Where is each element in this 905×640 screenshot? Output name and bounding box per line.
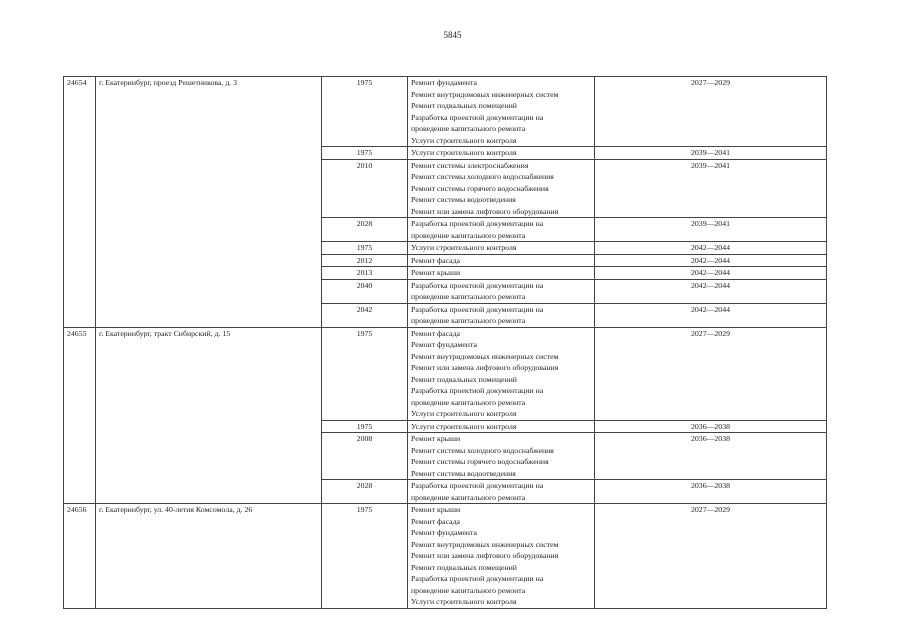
base-year: 1975	[322, 147, 408, 160]
work-item: Услуги строительного контроля	[411, 243, 517, 252]
work-item: Ремонт системы холодного водоснабжения	[411, 445, 554, 455]
repair-period: 2036—2038	[595, 433, 827, 480]
works-list	[408, 433, 595, 480]
repair-period: 2042—2044	[595, 242, 827, 255]
entry-id: 24654	[64, 77, 96, 328]
works-list	[408, 504, 595, 609]
base-year: 2008	[322, 433, 408, 480]
entry-address: г. Екатеринбург, тракт Сибирский, д. 15	[96, 327, 322, 504]
work-item: Ремонт фундамента	[411, 528, 477, 537]
works-list	[408, 303, 595, 327]
base-year: 2028	[322, 218, 408, 242]
repair-period: 2042—2044	[595, 254, 827, 267]
work-item: Разработка проектной документации на	[411, 386, 544, 395]
work-item: Ремонт фасада	[411, 328, 461, 338]
works-list	[408, 327, 595, 420]
repair-period: 2027—2029	[595, 77, 827, 147]
base-year: 1975	[322, 242, 408, 255]
repair-period: 2039—2041	[595, 218, 827, 242]
works-list	[408, 279, 595, 303]
work-item: Ремонт или замена лифтового оборудования	[411, 363, 559, 372]
work-item: Услуги строительного контроля	[411, 148, 517, 157]
base-year: 2012	[322, 254, 408, 267]
base-year: 1975	[322, 327, 408, 420]
work-item: Ремонт системы водоотведения	[411, 195, 516, 204]
work-item: Ремонт внутридомовых инженерных систем	[411, 539, 559, 549]
table-row	[64, 504, 827, 609]
work-item: Разработка проектной документации на	[411, 280, 544, 290]
base-year: 2042	[322, 303, 408, 327]
work-item: Ремонт или замена лифтового оборудования	[411, 206, 559, 216]
work-item: Ремонт системы водоотведения	[411, 468, 516, 478]
work-item: Услуги строительного контроля	[411, 597, 517, 606]
repair-period: 2042—2044	[595, 267, 827, 280]
repair-period: 2042—2044	[595, 303, 827, 327]
repair-period: 2027—2029	[595, 504, 827, 609]
work-item: проведение капитального ремонта	[411, 292, 526, 301]
work-item: Разработка проектной документации на	[411, 304, 544, 314]
repair-period: 2027—2029	[595, 327, 827, 420]
base-year: 1975	[322, 77, 408, 147]
work-item: Ремонт или замена лифтового оборудования	[411, 551, 559, 560]
table-row	[64, 77, 827, 147]
work-item: Разработка проектной документации на	[411, 219, 544, 228]
work-item: Ремонт внутридомовых инженерных систем	[411, 89, 559, 99]
table-row	[64, 327, 827, 420]
entry-id: 24656	[64, 504, 96, 609]
repair-period: 2039—2041	[595, 147, 827, 160]
repair-period: 2039—2041	[595, 159, 827, 218]
base-year: 1975	[322, 504, 408, 609]
work-item: Ремонт крыши	[411, 434, 461, 443]
works-list	[408, 218, 595, 242]
base-year: 1975	[322, 420, 408, 433]
works-list	[408, 254, 595, 267]
works-list	[408, 420, 595, 433]
work-item: Ремонт фасада	[411, 516, 461, 526]
work-item: Ремонт системы электроснабжения	[411, 160, 529, 170]
works-list	[408, 147, 595, 160]
work-item: Ремонт внутридомовых инженерных систем	[411, 351, 559, 361]
capital-repair-table	[63, 76, 827, 609]
repair-period: 2036—2038	[595, 420, 827, 433]
work-item: Ремонт системы горячего водоснабжения	[411, 457, 549, 466]
base-year: 2010	[322, 159, 408, 218]
work-item: проведение капитального ремонта	[411, 492, 526, 502]
work-item: Ремонт фундамента	[411, 340, 477, 349]
work-item: проведение капитального ремонта	[411, 585, 526, 595]
work-item: проведение капитального ремонта	[411, 230, 526, 240]
work-item: проведение капитального ремонта	[411, 397, 526, 407]
works-list	[408, 159, 595, 218]
work-item: Ремонт фундамента	[411, 78, 477, 87]
entry-address: г. Екатеринбург, ул. 40-летия Комсомола, д. 26	[96, 504, 322, 609]
work-item: Ремонт крыши	[411, 268, 461, 277]
repair-period: 2036—2038	[595, 480, 827, 504]
work-item: Ремонт системы горячего водоснабжения	[411, 183, 549, 193]
work-item: Услуги строительного контроля	[411, 421, 517, 431]
work-item: Ремонт подвальных помещений	[411, 562, 517, 572]
entry-address: г. Екатеринбург, проезд Решетникова, д. 3	[96, 77, 322, 328]
base-year: 2040	[322, 279, 408, 303]
work-item: Ремонт подвальных помещений	[411, 374, 517, 384]
work-item: проведение капитального ремонта	[411, 316, 526, 325]
works-list	[408, 267, 595, 280]
table-body	[64, 77, 827, 609]
work-item: Ремонт фасада	[411, 255, 461, 265]
work-item: Ремонт системы холодного водоснабжения	[411, 172, 554, 181]
works-list	[408, 480, 595, 504]
work-item: Разработка проектной документации на	[411, 574, 544, 583]
works-list	[408, 77, 595, 147]
works-list	[408, 242, 595, 255]
work-item: Разработка проектной документации на	[411, 112, 544, 122]
work-item: Услуги строительного контроля	[411, 135, 517, 145]
entry-id: 24655	[64, 327, 96, 504]
base-year: 2013	[322, 267, 408, 280]
work-item: Разработка проектной документации на	[411, 481, 544, 490]
work-item: Ремонт подвальных помещений	[411, 101, 517, 110]
repair-period: 2042—2044	[595, 279, 827, 303]
page-number: 5845	[443, 30, 462, 40]
work-item: Услуги строительного контроля	[411, 409, 517, 418]
work-item: проведение капитального ремонта	[411, 124, 526, 133]
work-item: Ремонт крыши	[411, 505, 461, 514]
base-year: 2028	[322, 480, 408, 504]
